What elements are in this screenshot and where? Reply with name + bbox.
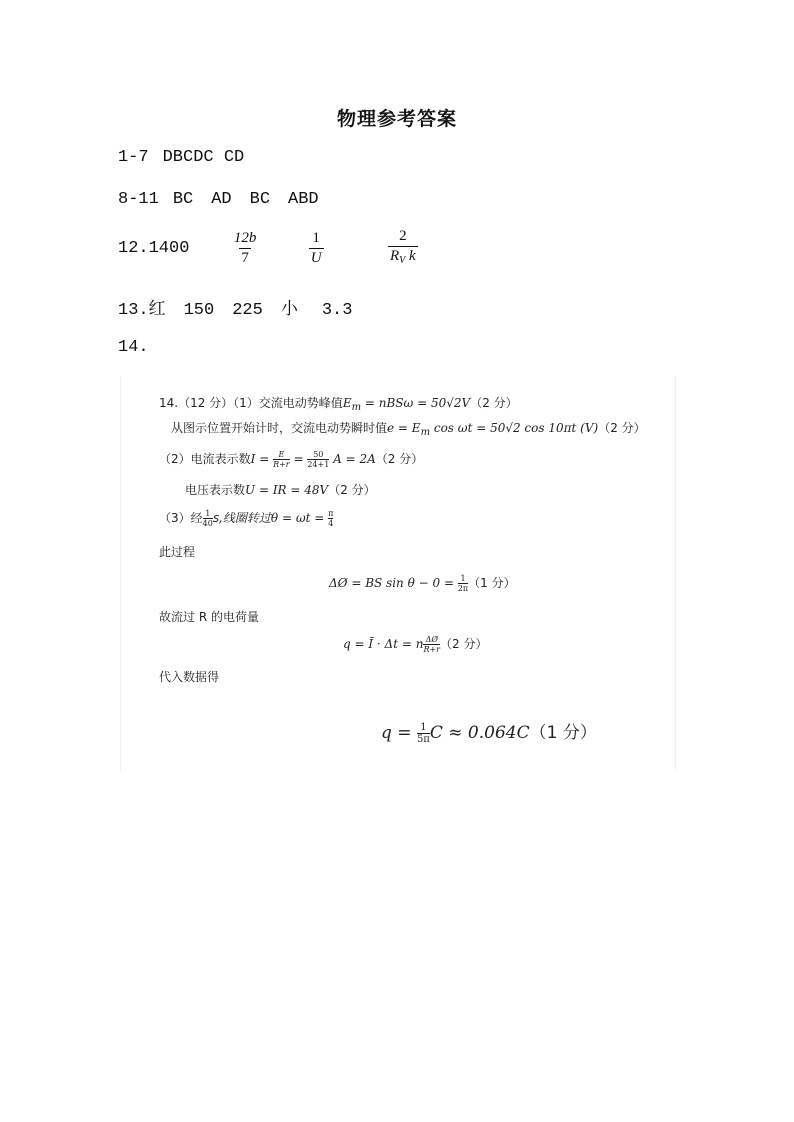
solution-line-4: 电压表示数U = IR = 48V（2 分） (185, 483, 376, 497)
fraction: $\frac{2}{R_V k}$ (388, 228, 418, 269)
fraction: $\frac{1}{5\pi}$ (416, 722, 430, 745)
fraction: $\frac{1}{2\pi}$ (457, 574, 469, 593)
answer-value: 150 (183, 301, 215, 320)
answer-value: BC (172, 190, 194, 209)
answer-label: 1-7 (118, 148, 149, 167)
fraction: $\frac{50}{24+1}$ (307, 450, 330, 469)
solution-line-10: 代入数据得 (159, 670, 220, 684)
answer-value: 小 (280, 301, 298, 320)
answer-value: 225 (232, 301, 263, 320)
solution-line-3: （2）电流表示数I = $\frac{E}{R+r}$ = $\frac{50}{24+1}$ A = 2A（2 分） (159, 450, 424, 469)
answer-label: 12.1400 (118, 239, 190, 258)
answer-line-8-11 (118, 190, 319, 209)
solution-line-6: 此过程 (159, 545, 196, 559)
fraction: $\frac{12b}{7}$ (233, 230, 257, 266)
answer-value: DBCDC CD (162, 148, 245, 167)
solution-line-7: ΔØ = BS sin θ − 0 = $\frac{1}{2\pi}$ （1 分） (329, 574, 516, 593)
fraction: $\frac{\Delta Ø}{R+r}$ (423, 635, 441, 654)
answer-label: 13.红 (118, 301, 166, 320)
answer-value: AD (211, 190, 232, 209)
page-title: 物理参考答案 (336, 108, 457, 130)
answer-line-13 (118, 294, 352, 320)
answer-line-14: 14. (118, 338, 149, 357)
solution-line-2: 从图示位置开始计时，交流电动势瞬时值$e = E_m$ cos ωt = 50√2 cos 10πt (V)（2 分） (171, 421, 646, 438)
fraction: $\frac{1}{40}$ (202, 509, 213, 528)
solution-image-block (120, 376, 676, 772)
answer-label: 8-11 (118, 190, 159, 209)
answer-line-12 (118, 228, 418, 269)
solution-line-1: 14.（12 分）（1）交流电动势峰值$E_m = nBS\omega = 50√2V(2$ 分） (159, 396, 518, 413)
fraction: $\frac{E}{R+r}$ (273, 450, 290, 469)
solution-line-8: 故流过 R 的电荷量 (159, 610, 259, 624)
answer-value: 3.3 (321, 301, 353, 320)
fraction: $\frac{\pi}{4}$ (328, 509, 334, 528)
answer-value: ABD (288, 190, 319, 209)
solution-line-9: q = Ī · Δt = n $\frac{\Delta Ø}{R+r}$ （2 分） (343, 635, 488, 654)
fraction: $\frac{1}{U}$ (310, 230, 322, 266)
solution-line-5: （3）经 $\frac{1}{40}$ s,线圈转过θ = ωt = $\frac{\pi}{4}$ (159, 509, 334, 528)
answer-value: BC (249, 190, 271, 209)
answer-line-1-7 (118, 148, 244, 167)
solution-line-11: q = $\frac{1}{5\pi}$ C ≈ 0.064C（1 分） (381, 722, 597, 745)
